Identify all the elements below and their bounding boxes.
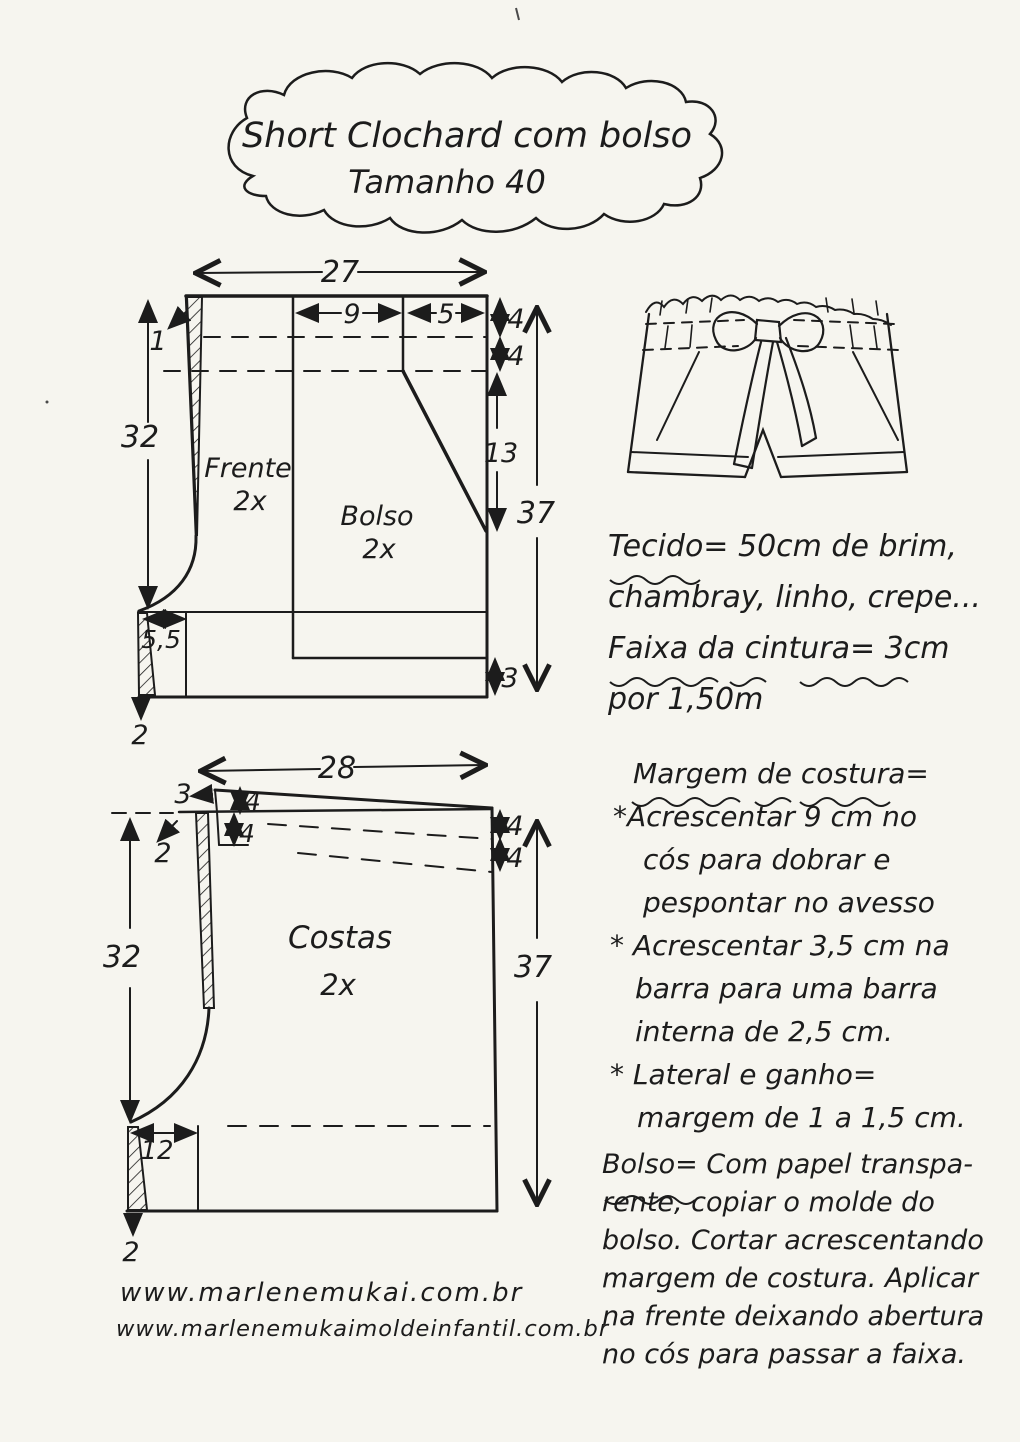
back-fold-hatch: [196, 813, 214, 1008]
seam-note-line: * Lateral e ganho=: [610, 1058, 877, 1091]
back-right-edge: [492, 808, 497, 1211]
back-dim-top-width: 28: [317, 751, 357, 786]
seam-note-line: * Acrescentar 3,5 cm na: [610, 929, 950, 962]
seam-note-line: cós para dobrar e: [643, 843, 891, 876]
shorts-left-side: [628, 314, 649, 472]
fabric-note-line: chambray, linho, crepe...: [608, 580, 981, 615]
back-dim-side-length: 32: [102, 940, 142, 975]
front-piece-qty: 2x: [233, 486, 267, 517]
fabric-note-line: Tecido= 50cm de brim,: [608, 529, 957, 564]
seam-note-line: barra para uma barra: [635, 972, 938, 1005]
pocket-note-line: no cós para passar a faixa.: [602, 1339, 966, 1370]
shorts-crotch: [745, 430, 781, 477]
front-dim-waist-band-2: 4: [507, 341, 525, 372]
back-dim-outseam-length: 37: [513, 950, 553, 985]
front-dim-pocket-opening-depth: 13: [483, 438, 519, 469]
website-url-2: www.marlenemukaimoldeinfantil.com.br: [116, 1316, 610, 1342]
back-waist-dashed-1: [268, 824, 492, 839]
back-dim-seam-mark: 2: [154, 838, 172, 869]
scan-marks: [46, 8, 520, 404]
pocket-piece-qty: 2x: [362, 534, 396, 565]
shorts-left-pocket: [657, 352, 699, 440]
front-dim-top-width: 27: [320, 255, 360, 290]
front-dim-side-length: 32: [120, 420, 160, 455]
shorts-right-cuff: [778, 452, 904, 457]
back-dim-waist-band-right-2: 4: [506, 843, 524, 874]
seam-note-line: margem de 1 a 1,5 cm.: [637, 1101, 966, 1134]
front-fold-hatch: [187, 297, 202, 536]
seam-note-line: *Acrescentar 9 cm no: [613, 800, 917, 833]
fabric-notes: [608, 521, 981, 725]
page-title-line1: Short Clochard com bolso: [241, 116, 693, 156]
shorts-right-pocket: [853, 352, 898, 440]
front-pattern-diagram: [138, 272, 537, 717]
back-dim-hem-wedge-width: 2: [122, 1237, 140, 1268]
pocket-note-line: margem de costura. Aplicar: [602, 1263, 978, 1294]
back-crotch-curve: [131, 1008, 209, 1122]
pocket-note-line: na frente deixando abertura: [602, 1301, 985, 1332]
back-piece-label: Costas: [287, 920, 393, 956]
front-dim-outseam-length: 37: [516, 496, 556, 531]
seam-note-line: interna de 2,5 cm.: [635, 1015, 893, 1048]
front-dim-top-right-width: 5: [437, 299, 455, 330]
back-dim-waist-band-right-1: 4: [506, 811, 524, 842]
seam-note-line: pespontar no avesso: [643, 886, 935, 919]
back-waist-dashed-2: [298, 853, 492, 872]
back-dim-waist-rise: 3: [174, 779, 192, 810]
pocket-note-line: rente, copiar o molde do: [602, 1187, 935, 1218]
front-piece-label: Frente: [204, 453, 292, 484]
front-dim-hem-height: 3: [501, 663, 519, 694]
shorts-left-cuff: [631, 452, 748, 457]
front-dim-waist-band-1: 4: [507, 304, 525, 335]
shorts-illustration: [628, 296, 907, 478]
seam-allowance-notes: [605, 752, 966, 1139]
front-dim-seam-mark: 1: [149, 326, 167, 357]
back-dim-crotch-extension: 12: [140, 1136, 174, 1166]
pocket-opening-diagonal: [403, 371, 486, 531]
shorts-waistband-stitching: [643, 320, 898, 350]
back-dim-waist-band-left-2: 4: [239, 819, 255, 848]
website-url-1: www.marlenemukai.com.br: [120, 1278, 524, 1308]
shorts-right-hem: [781, 472, 907, 477]
back-waist-line: [179, 809, 492, 812]
back-piece-qty: 2x: [320, 968, 356, 1002]
back-dim-waist-band-left-1: 4: [245, 787, 261, 816]
front-dim-crotch-extension: 5,5: [141, 625, 181, 654]
fabric-note-line: por 1,50m: [608, 682, 764, 717]
pocket-note-line: bolso. Cortar acrescentando: [602, 1225, 984, 1256]
shorts-left-hem: [628, 472, 745, 477]
pocket-note-line: Bolso= Com papel transpa-: [602, 1149, 973, 1180]
seam-note-line: Margem de costura=: [633, 757, 929, 790]
front-dim-pocket-top-width: 9: [343, 299, 361, 330]
fabric-note-line: Faixa da cintura= 3cm: [608, 631, 950, 666]
back-corner-line: [215, 790, 219, 845]
front-dim-hem-wedge-width: 2: [131, 720, 149, 751]
page-title-line2: Tamanho 40: [348, 163, 546, 201]
shorts-right-side: [887, 314, 907, 472]
pocket-notes: [602, 1146, 984, 1374]
pocket-piece-label: Bolso: [340, 501, 414, 532]
